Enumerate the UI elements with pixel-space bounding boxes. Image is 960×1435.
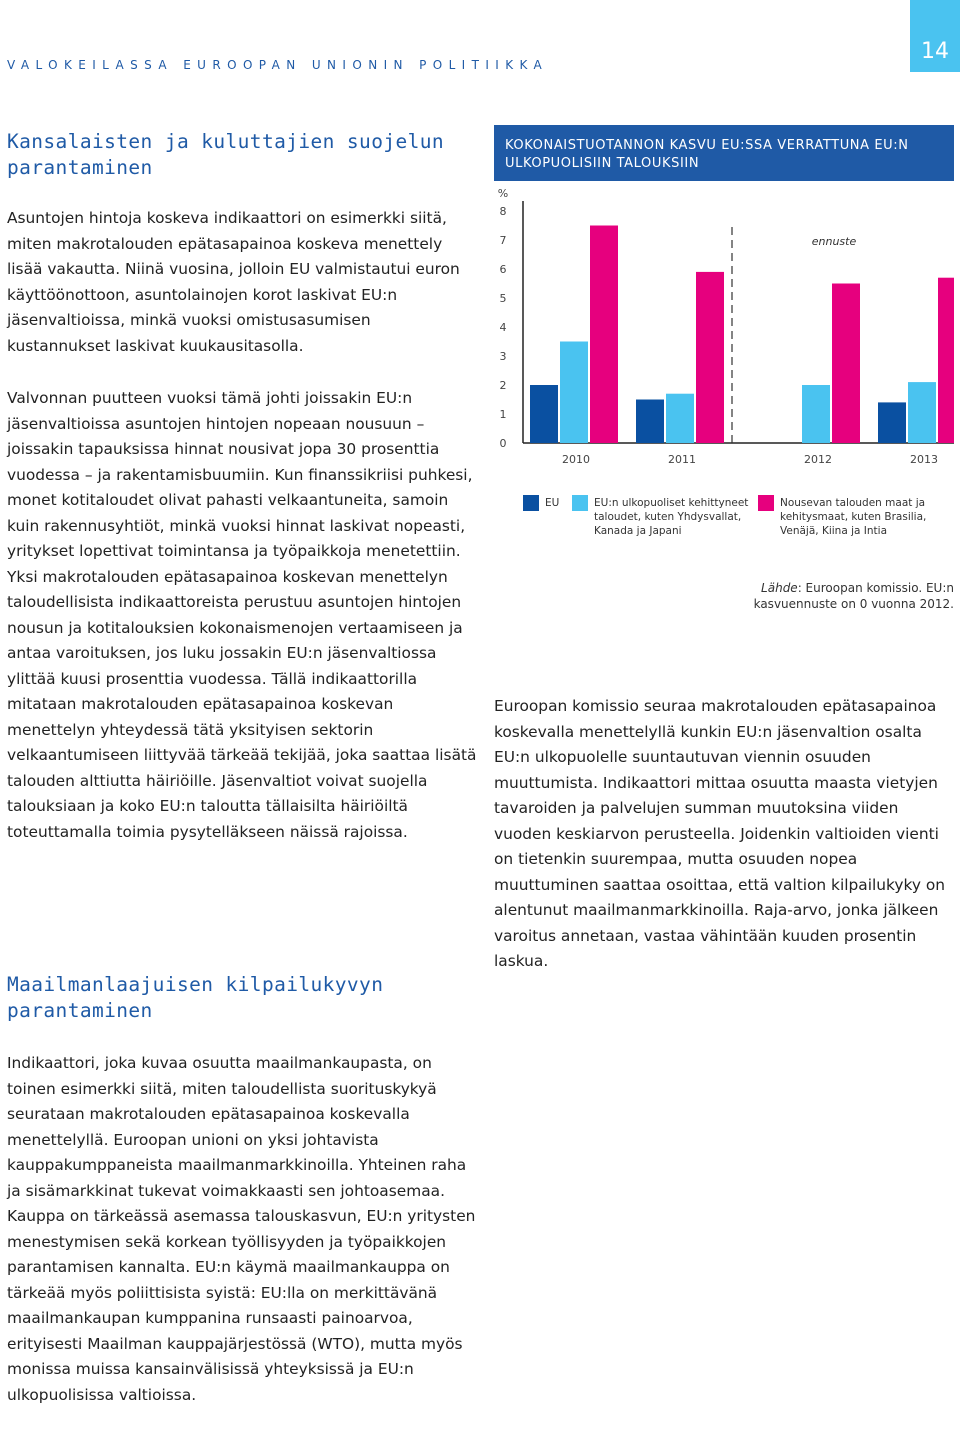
chart-source-note [740, 580, 954, 612]
paragraph-world-trade: Indikaattori, joka kuvaa osuutta maailmankaupasta, on toinen esimerkki siitä, miten taloudellista suorituskykyä seurataan makrotalouden epätasapainoa koskevalla menettelyllä. Euroopan unioni on yksi johtavista kauppakumppaneista maailmanmarkkinoilla. Yhteinen raha ja sisämarkkinat tukevat voimakkaasti sen johtoasemaa. Kauppa on tärkeässä asemassa talouskasvun, EU:n yritysten menestymisen sekä korkean työllisyyden ja työpaikkojen parantamisen kannalta. EU:n käymä maailmankauppa on tärkeää myös poliittisista syistä: EU:lla on merkittävänä maailmankaupan kumppanina runsaasti painoarvoa, erityisesti Maailman kauppajärjestössä (WTO), mutta myös monissa muissa kansainvälisissä yhteyksissä ja EU:n ulkopuolisissa valtioissa. [7, 1054, 476, 1404]
page-number-tab [910, 0, 960, 72]
paragraph-housing-indicator: Asuntojen hintoja koskeva indikaattori on esimerkki siitä, miten makrotalouden epätasapainoa koskeva menettely lisää vakautta. Niinä vuosina, jolloin EU valmistautui euron käyttöönottoon, asuntolainojen korot laskivat EU:n jäsenvaltioissa, minkä vuoksi omistusasumisen kustannukset laskivat kuukausitasolla. [7, 209, 460, 355]
page-number: 14 [921, 39, 949, 64]
y-tick-label: 6 [499, 263, 507, 276]
x-tick-label-2011: 2011 [668, 453, 696, 466]
legend-swatch-emerging-economies [758, 495, 774, 511]
paragraph-housing-bubble: Valvonnan puutteen vuoksi tämä johti joissakin EU:n jäsenvaltioissa asuntojen hintojen nopeaan nousuun – joissakin tapauksissa hinnat nousivat jopa 30 prosenttia vuodessa – ja rakentamisbuumiin. Kun finanssikriisi puhkesi, monet kotitaloudet olivat pahasti velkaantuneita, samoin kuin rakennusyhtiöt, minkä vuoksi hinnat laskivat nopeasti, yritykset lopettivat toimintansa ja työpaikkoja menetettiin. Yksi makrotalouden epätasapainoa koskevan menettelyn taloudellisista indikaattoreista perustuu asuntojen hintojen nousun ja kotitalouksien kokonaismenojen vertaamiseen ja antaa varoituksen, jos luku jossakin EU:n jäsenvaltiossa ylittää kuusi prosenttia vuodessa. Tällä indikaattorilla mitataan makrotalouden epätasapainoa koskevan menettelyn yhteydessä tätä yksityisen sektorin velkaantumiseen liittyvää tärkeää tekijää, joka saattaa lisätä talouden alttiutta häiriöille. Jäsenvaltiot voivat suojella talouksiaan ja koko EU:n taloutta tällaisilta häiriöiltä toteuttamalla toimia pysytelläkseen näissä rajoissa. [7, 389, 477, 841]
y-tick-label: 7 [499, 234, 507, 247]
bar-2010-series-0 [530, 385, 558, 443]
source-text: : Euroopan komissio. EU:n kasvuennuste on 0 vuonna 2012. [753, 581, 954, 611]
bar-2011-series-1 [666, 394, 694, 443]
bar-2010-series-2 [590, 226, 618, 444]
bar-2012-series-1 [802, 385, 830, 443]
y-tick-label: 3 [499, 350, 507, 363]
gdp-growth-bar-chart [494, 185, 954, 480]
section-heading-consumer-protection: Kansalaisten ja kuluttajien suojelun parantaminen [7, 130, 445, 179]
forecast-label: ennuste [811, 235, 857, 248]
paragraph-export-share: Euroopan komissio seuraa makrotalouden epätasapainoa koskevalla menettelyllä kunkin EU:n jäsenvaltion osalta EU:n ulkopuolelle suuntautuvan viennin osuuden muuttumista. Indikaattori mittaa osuutta maasta vietyjen tavaroiden ja palvelujen summan muutoksina viiden vuoden keskiarvon perusteella. Joidenkin valtioiden vienti on tietenkin suurempaa, mutta osuuden nopea muuttuminen saattaa osoittaa, että valtion kilpailukyky on alentunut maailmanmarkkinoilla. Raja-arvo, jonka jälkeen varoitus annetaan, vastaa vähintään kuuden prosentin laskua. [494, 697, 946, 970]
x-tick-label-2012: 2012 [804, 453, 832, 466]
source-label: Lähde [761, 581, 798, 595]
running-header: VALOKEILASSA EUROOPAN UNIONIN POLITIIKKA [7, 58, 549, 72]
legend-swatch-eu [523, 495, 539, 511]
chart-title-box [494, 125, 954, 181]
x-tick-label-2010: 2010 [562, 453, 590, 466]
y-tick-label: 2 [499, 379, 507, 392]
y-tick-label: 8 [499, 205, 507, 218]
legend-label-eu: EU [545, 497, 560, 509]
bar-2012-series-2 [832, 284, 860, 444]
y-tick-label: 0 [499, 437, 507, 450]
bar-2010-series-1 [560, 342, 588, 444]
bar-2013-series-1 [908, 382, 936, 443]
legend-label-emerging-economies: Nousevan talouden maat ja kehitysmaat, kuten Brasilia, Venäjä, Kiina ja Intia [780, 497, 927, 537]
bar-2013-series-2 [938, 278, 954, 443]
x-tick-label-2013: 2013 [910, 453, 938, 466]
y-unit-label: % [497, 187, 509, 200]
bar-2011-series-0 [636, 400, 664, 444]
chart-title: KOKONAISTUOTANNON KASVU EU:SSA VERRATTUNA EU:N ULKOPUOLISIIN TALOUKSIIN [505, 138, 909, 171]
legend-swatch-advanced-economies [572, 495, 588, 511]
y-tick-label: 1 [499, 408, 507, 421]
bar-2011-series-2 [696, 272, 724, 443]
bar-2013-series-0 [878, 402, 906, 443]
y-tick-label: 5 [499, 292, 507, 305]
legend-label-advanced-economies: EU:n ulkopuoliset kehittyneet taloudet, kuten Yhdysvallat, Kanada ja Japani [594, 497, 749, 537]
y-tick-label: 4 [499, 321, 507, 334]
section-heading-competitiveness: Maailmanlaajuisen kilpailukyvyn parantaminen [7, 973, 384, 1022]
